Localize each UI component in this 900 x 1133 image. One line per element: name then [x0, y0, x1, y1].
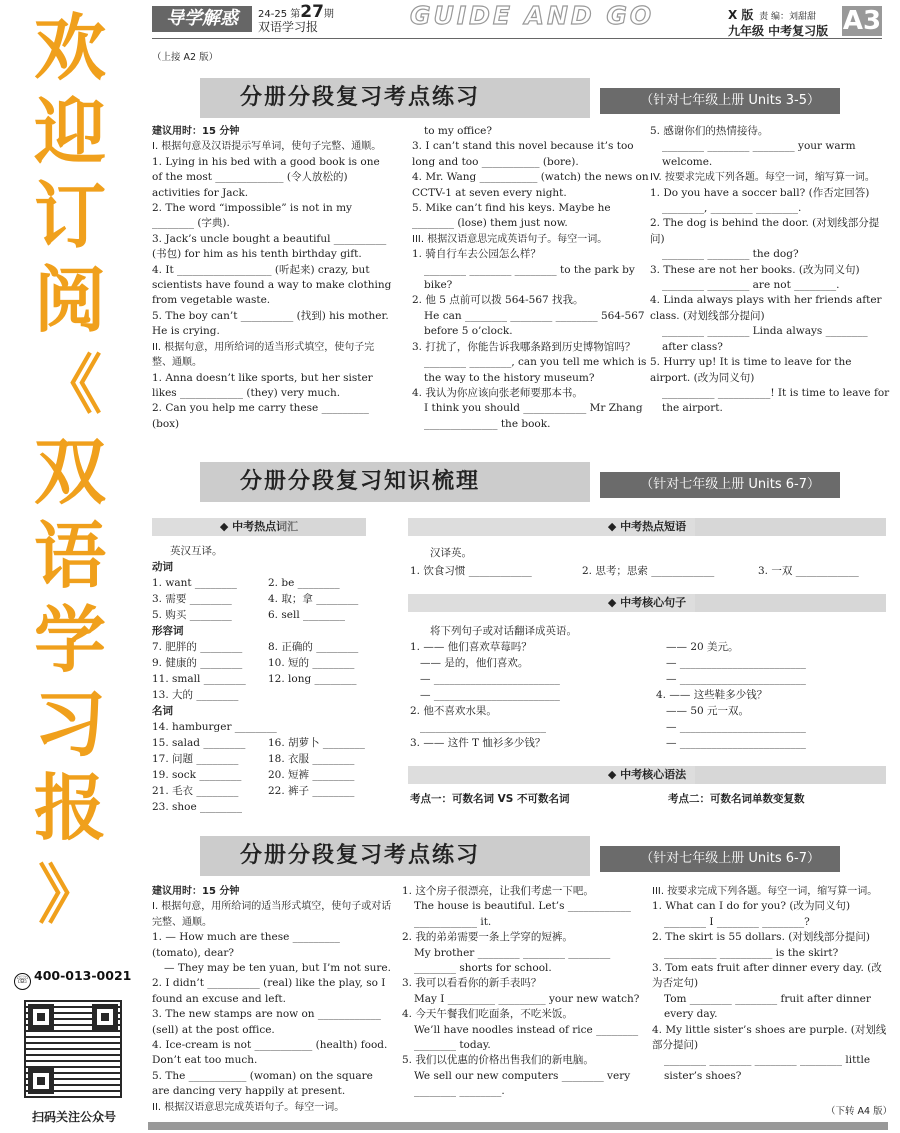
text-line: I. 根据句意，用所给词的适当形式填空，使句子或对话完整、通顺。 [152, 901, 392, 928]
text-line: 4. My little sister’s shoes are purple. (对划线部分提问) [652, 1023, 887, 1052]
page-header [140, 1, 890, 40]
text-line: ________ ________ ________ your warm welcome. [662, 140, 856, 168]
text-line: May I _________ _________ your new watch? [414, 992, 640, 1005]
text-line: 5. The ___________ (woman) on the square are dancing very happily at present. [152, 1069, 373, 1098]
text-line: 2. 他不喜欢水果。 [410, 705, 497, 717]
text-line: 5. The boy can’t __________ (找到) his mother. He is crying. [152, 309, 389, 338]
text-line: to my office? [424, 125, 492, 137]
text-line: 1. Anna doesn’t like sports, but her sister likes ____________ (they) very much. [152, 371, 373, 399]
text-line: 4. Linda always plays with her friends after class. (对划线部分提问) [650, 294, 882, 322]
text-line: 4. Mr. Wang ___________ (watch) the news on CCTV-1 at seven every night. [412, 171, 649, 199]
qr-code[interactable] [24, 1000, 122, 1098]
masthead-title: GUIDE AND GO [410, 1, 655, 30]
section-banner [200, 78, 840, 118]
text-line: 2. be ________ [268, 577, 340, 589]
text-line: He can ________ ________ ________ 564-567 before 5 o’clock. [424, 309, 645, 338]
text-line: II. 根据汉语意思完成英语句子。每空一词。 [152, 1101, 345, 1113]
text-line: 5. Mike can’t find his keys. Maybe he ________ (lose) them just now. [412, 202, 611, 230]
text-line: — ________________________ [420, 673, 560, 685]
sidebar-char: 习 [33, 682, 106, 766]
text-line: 建议用时：15 分钟 [152, 886, 240, 897]
continued-from: （上接 A2 版） [152, 52, 219, 63]
text-line: 2. 他 5 点前可以拨 564-567 找我。 [412, 294, 584, 307]
text-line: 17. 问题 ________ [152, 753, 239, 765]
sidebar-char: 双 [33, 430, 106, 514]
exercise-column [402, 884, 642, 1100]
text-line: 22. 裤子 ________ [268, 785, 355, 797]
text-line: — ________________________ [666, 673, 806, 685]
sidebar-char: 阅 [33, 258, 106, 342]
text-line: 2. The dog is behind the door. (对划线部分提问) [650, 217, 880, 245]
text-line: — ________________________ [666, 737, 806, 749]
text-line: 8. 正确的 ________ [268, 641, 359, 653]
text-line: 2. I didn’t __________ (real) like the play, so I found an excuse and left. [152, 977, 386, 1005]
text-line: The house is beautiful. Let’s ____________ ____________ it. [414, 900, 631, 928]
phone-icon: ☏ [14, 973, 31, 990]
text-line: 考点二：可数名词单数变复数 [668, 793, 805, 805]
text-line: —— 是的，他们喜欢。 [420, 657, 529, 669]
text-line: 14. hamburger ________ [152, 721, 277, 733]
text-line: ________, ________ ________. [662, 202, 802, 215]
subscription-sidebar [0, 0, 140, 1133]
text-line: —— 50 元一双。 [666, 705, 750, 717]
sidebar-char: 迎 [33, 90, 106, 174]
text-line: Tom ________ ________ fruit after dinner every day. [664, 992, 871, 1021]
text-line: ________ ________ Linda always ________ after class? [662, 325, 868, 353]
text-line: — ________________________ [420, 689, 560, 701]
text-line: I think you should ____________ Mr Zhang ______________ the book. [424, 402, 643, 430]
text-line: 10. 短的 ________ [268, 657, 355, 669]
text-line: — ________________________ [666, 657, 806, 669]
text-line: III. 按要求完成下列各题。每空一词，缩写算一词。 [652, 886, 878, 897]
text-line: 11. small ________ [152, 673, 246, 685]
text-line: —— 20 美元。 [666, 641, 739, 653]
section-title: 分册分段复习知识梳理 [240, 469, 481, 494]
text-line: 5. Hurry up! It is time to leave for the airport. (改为同义句) [650, 356, 852, 384]
text-line: 3. The new stamps are now on ____________ (sell) at the post office. [152, 1008, 381, 1036]
text-line: 4. 今天午餐我们吃面条，不吃米饭。 [402, 1008, 573, 1021]
text-line: 3. These are not her books. (改为同义句) [650, 263, 860, 276]
continued-to: （下转 A4 版） [826, 1106, 893, 1117]
text-line: II. 根据句意，用所给词的适当形式填空，使句子完整、通顺。 [152, 341, 375, 369]
text-line: 建议用时：15 分钟 [152, 126, 240, 137]
text-line: 13. 大的 ________ [152, 689, 239, 701]
version-info: X 版 责 编：刘甜甜 九年级 中考复习版 [728, 8, 829, 38]
text-line: 19. sock ________ [152, 769, 242, 781]
text-line: 5. 我们以优惠的价格出售我们的新电脑。 [402, 1054, 594, 1067]
text-line: 1. Do you have a soccer ball? (作否定回答) [650, 186, 870, 199]
text-line: 2. 思考；思索 ____________ [582, 565, 715, 577]
text-line: — They may be ten yuan, but I’m not sure. [164, 962, 391, 975]
text-line: 4. It __________________ (听起来) crazy, but scientists have found a way to make clothing from vegetable waste. [152, 263, 392, 307]
text-line: 3. I can’t stand this novel because it’s too long and too ___________ (bore). [412, 140, 634, 168]
text-line: IV. 按要求完成下列各题。每空一词，缩写算一词。 [650, 172, 875, 184]
text-line: 3. 打扰了，你能告诉我哪条路到历史博物馆吗？ [412, 340, 636, 353]
text-line: 15. salad ________ [152, 737, 246, 749]
text-line: __________ __________! It is time to leave for the airport. [662, 386, 890, 415]
text-line: 3. 一双 ____________ [758, 565, 859, 577]
text-line: ________ I ________ ________? [664, 915, 810, 928]
text-line: 4. 取；拿 ________ [268, 593, 359, 605]
text-line: 2. The word “impossible” is not in my ________ (字典). [152, 202, 352, 230]
text-line: 汉译英。 [430, 547, 472, 559]
logo: 导学解惑 [152, 6, 252, 32]
text-line: ________ ________, can you tell me which is the way to the history museum? [424, 356, 647, 384]
text-line: 考点一：可数名词 VS 不可数名词 [410, 793, 570, 805]
text-line: 3. —— 这件 T 恤衫多少钱？ [410, 737, 546, 749]
exercise-column [152, 884, 392, 1115]
text-line: ________ ________ are not ________. [662, 279, 840, 292]
sidebar-char: 语 [33, 514, 106, 598]
page-number: A3 [842, 6, 882, 36]
text-line: 动词 [152, 561, 173, 573]
vocab-header: ◆ 中考热点词汇 [152, 518, 366, 536]
text-line: __________ __________ is the skirt? [664, 946, 839, 959]
text-line: 4. —— 这些鞋多少钱？ [656, 689, 768, 701]
sidebar-char: 报 [33, 766, 106, 850]
text-line: 7. 肥胖的 ________ [152, 641, 243, 653]
text-line: 1. 这个房子很漂亮，让我们考虑一下吧。 [402, 885, 594, 897]
text-line: 9. 健康的 ________ [152, 657, 243, 669]
text-line: 5. 感谢你们的热情接待。 [650, 125, 769, 137]
grammar-header: ◆ 中考核心语法 [408, 766, 886, 784]
text-line: 3. Tom eats fruit after dinner every day. (改为否定句) [652, 962, 882, 990]
text-line: 4. Ice-cream is not ___________ (health) food. Don’t eat too much. [152, 1039, 388, 1067]
text-line: 形容词 [152, 625, 184, 637]
text-line: I. 根据句意及汉语提示写单词，使句子完整、通顺。 [152, 141, 382, 153]
text-line: 2. Can you help me carry these _________ (box) [152, 402, 369, 430]
phone-number[interactable]: ☏ 400-013-0021 [14, 968, 136, 990]
text-line: III. 根据汉语意思完成英语句子。每空一词。 [412, 233, 608, 245]
text-line: 1. 饮食习惯 ____________ [410, 565, 532, 577]
footer-bar [148, 1122, 888, 1130]
text-line: 4. 我认为你应该向张老师要那本书。 [412, 386, 583, 399]
section-tag: （针对七年级上册 Units 6-7） [600, 472, 840, 498]
section-title: 分册分段复习考点练习 [240, 843, 481, 868]
text-line: 3. Jack’s uncle bought a beautiful __________ (书包) for him as his tenth birthday gift. [152, 232, 387, 261]
sidebar-char: 订 [33, 174, 106, 258]
text-line: ________________________ [420, 721, 546, 733]
section-banner [200, 836, 840, 876]
text-line: 21. 毛衣 ________ [152, 785, 239, 797]
text-line: 16. 胡萝卜 ________ [268, 737, 365, 749]
qr-caption: 扫码关注公众号 [31, 1110, 116, 1124]
text-line: 20. 短裤 ________ [268, 769, 355, 781]
text-line: 英汉互译。 [170, 545, 223, 557]
text-line: 1. 骑自行车去公园怎么样？ [412, 248, 541, 261]
section-banner [200, 462, 840, 502]
text-line: 1. Lying in his bed with a good book is one of the most _____________ (令人放松的) activities for Jack. [152, 155, 380, 199]
text-line: We’ll have noodles instead of rice ________ ________ today. [414, 1023, 639, 1052]
sidebar-char: 》 [38, 859, 102, 933]
text-line: 将下列句子或对话翻译成英语。 [430, 625, 577, 637]
text-line: 1. want ________ [152, 577, 237, 589]
text-line: We sell our new computers ________ very ________ ________. [414, 1069, 631, 1098]
text-line: — ________________________ [666, 721, 806, 733]
section-tag: （针对七年级上册 Units 6-7） [600, 846, 840, 872]
section-tag: （针对七年级上册 Units 3-5） [600, 88, 840, 114]
text-line: 1. — How much are these _________ (tomato), dear? [152, 931, 340, 959]
exercise-column [652, 884, 892, 1084]
text-line: ________ ________ the dog? [662, 248, 799, 261]
sidebar-char: 学 [33, 598, 106, 682]
section-title: 分册分段复习考点练习 [240, 85, 481, 110]
text-line: ________ ________ ________ ________ little sister’s shoes? [664, 1054, 871, 1082]
text-line: 23. shoe ________ [152, 801, 243, 813]
sidebar-char: 《 [38, 349, 102, 423]
exercise-column [152, 124, 392, 432]
text-line: 名词 [152, 705, 173, 717]
text-line: 2. The skirt is 55 dollars. (对划线部分提问) [652, 931, 870, 944]
text-line: 3. 我可以看看你的新手表吗？ [402, 977, 542, 990]
text-line: 5. 购买 ________ [152, 609, 232, 621]
exercise-column [412, 124, 652, 432]
text-line: ________ ________ ________ to the park by bike? [424, 263, 635, 292]
text-line: 3. 需要 ________ [152, 593, 232, 605]
sidebar-char: 欢 [33, 6, 106, 90]
issue-info: 24-25 第27期 双语学习报 [258, 2, 334, 34]
text-line: 1. What can I do for you? (改为同义句) [652, 900, 851, 913]
text-line: 12. long ________ [268, 673, 357, 685]
text-line: 1. —— 他们喜欢草莓吗？ [410, 641, 532, 653]
text-line: 6. sell ________ [268, 609, 346, 621]
exercise-column [650, 124, 890, 417]
text-line: My brother ________ ________ ________ ________ shorts for school. [414, 946, 611, 975]
text-line: 18. 衣服 ________ [268, 753, 355, 765]
text-line: 2. 我的弟弟需要一条上学穿的短裤。 [402, 931, 573, 944]
phrases-header: ◆ 中考热点短语 [408, 518, 886, 536]
sentences-header: ◆ 中考核心句子 [408, 594, 886, 612]
